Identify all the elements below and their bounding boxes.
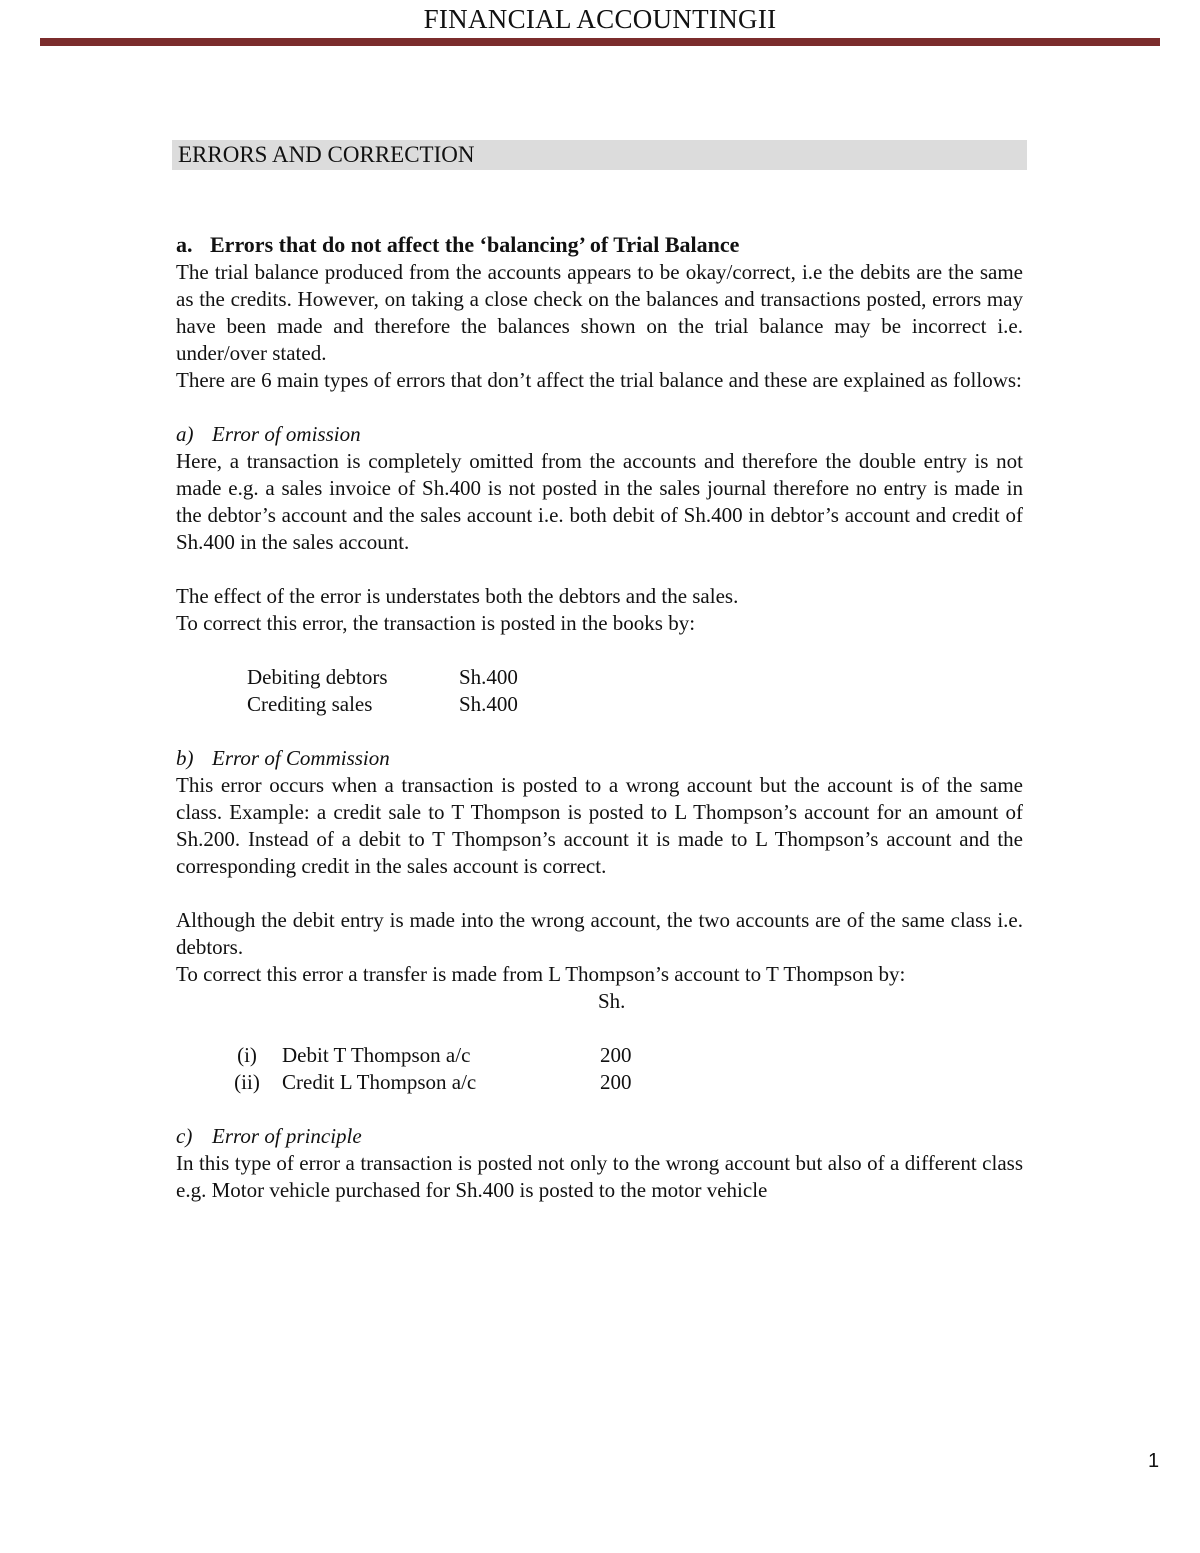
entry-label: Debit T Thompson a/c bbox=[282, 1043, 471, 1067]
error-principle-title: Error of principle bbox=[212, 1124, 362, 1148]
transfer-entry-row bbox=[176, 1069, 1023, 1096]
error-omission-paragraph-1: Here, a transaction is completely omitted from the accounts and therefore the double entry is not made e.g. a sales invoice of Sh.400 is not posted in the sales journal therefore no entry is made in the debtor’s account and the sales account i.e. both debit of Sh.400 in debtor’s account and credit of Sh.400 in the sales account. bbox=[176, 449, 1023, 554]
error-omission-label: a) bbox=[176, 422, 194, 446]
error-commission-label: b) bbox=[176, 746, 194, 770]
transfer-entry-row bbox=[176, 1042, 1023, 1069]
error-omission-title: Error of omission bbox=[212, 422, 361, 446]
entry-label: Crediting sales bbox=[247, 692, 373, 716]
section-title-banner: ERRORS AND CORRECTION bbox=[172, 140, 1027, 170]
entry-amount: Sh.400 bbox=[459, 665, 518, 689]
part-a-paragraph-2: There are 6 main types of errors that don’t affect the trial balance and these are explained as follows: bbox=[176, 368, 1022, 392]
error-commission-paragraph-2: Although the debit entry is made into the wrong account, the two accounts are of the same class i.e. debtors. bbox=[176, 908, 1023, 959]
error-principle-paragraph-1: In this type of error a transaction is posted not only to the wrong account but also of a different class e.g. Motor vehicle purchased for Sh.400 is posted to the motor vehicle bbox=[176, 1151, 1023, 1202]
error-omission-heading bbox=[176, 421, 1023, 448]
entry-label: Debiting debtors bbox=[247, 665, 388, 689]
error-commission-title: Error of Commission bbox=[212, 746, 390, 770]
error-commission-paragraph-3: To correct this error a transfer is made from L Thompson’s account to T Thompson by: bbox=[176, 962, 906, 986]
part-a-heading bbox=[176, 231, 1023, 259]
currency-column-heading: Sh. bbox=[598, 989, 626, 1013]
header-rule bbox=[40, 38, 1160, 46]
correction-entry-row bbox=[176, 691, 1023, 718]
entry-amount: 200 bbox=[600, 1070, 632, 1094]
entry-amount: 200 bbox=[600, 1043, 632, 1067]
part-a-label: a. bbox=[176, 232, 193, 257]
part-a-paragraph-1: The trial balance produced from the accounts appears to be okay/correct, i.e the debits are the same as the credits. However, on taking a close check on the balances and transactions posted, errors may have been made and therefore the balances shown on the trial balance may be incorrect i.e. under/over stated. bbox=[176, 260, 1023, 365]
error-commission-heading bbox=[176, 745, 1023, 772]
part-a-heading-text: Errors that do not affect the ‘balancing’ of Trial Balance bbox=[210, 232, 740, 257]
entry-number: (i) bbox=[237, 1043, 257, 1067]
running-header-title: FINANCIAL ACCOUNTINGII bbox=[423, 4, 777, 34]
page-content bbox=[176, 140, 1023, 1204]
error-commission-paragraph-1: This error occurs when a transaction is posted to a wrong account but the account is of the same class. Example: a credit sale to T Thompson is posted to L Thompson’s account for an amount of Sh.200. Instead of a debit to T Thompson’s account it is made to L Thompson’s account and the corresponding credit in the sales account is correct. bbox=[176, 773, 1023, 878]
entry-number: (ii) bbox=[234, 1070, 260, 1094]
error-principle-heading bbox=[176, 1123, 1023, 1150]
error-omission-paragraph-3: To correct this error, the transaction is posted in the books by: bbox=[176, 611, 696, 635]
correction-entry-row bbox=[176, 664, 1023, 691]
error-omission-paragraph-2: The effect of the error is understates both the debtors and the sales. bbox=[176, 584, 739, 608]
entry-amount: Sh.400 bbox=[459, 692, 518, 716]
error-principle-label: c) bbox=[176, 1124, 193, 1148]
page-number: 1 bbox=[1148, 1450, 1160, 1472]
entry-label: Credit L Thompson a/c bbox=[282, 1070, 477, 1094]
